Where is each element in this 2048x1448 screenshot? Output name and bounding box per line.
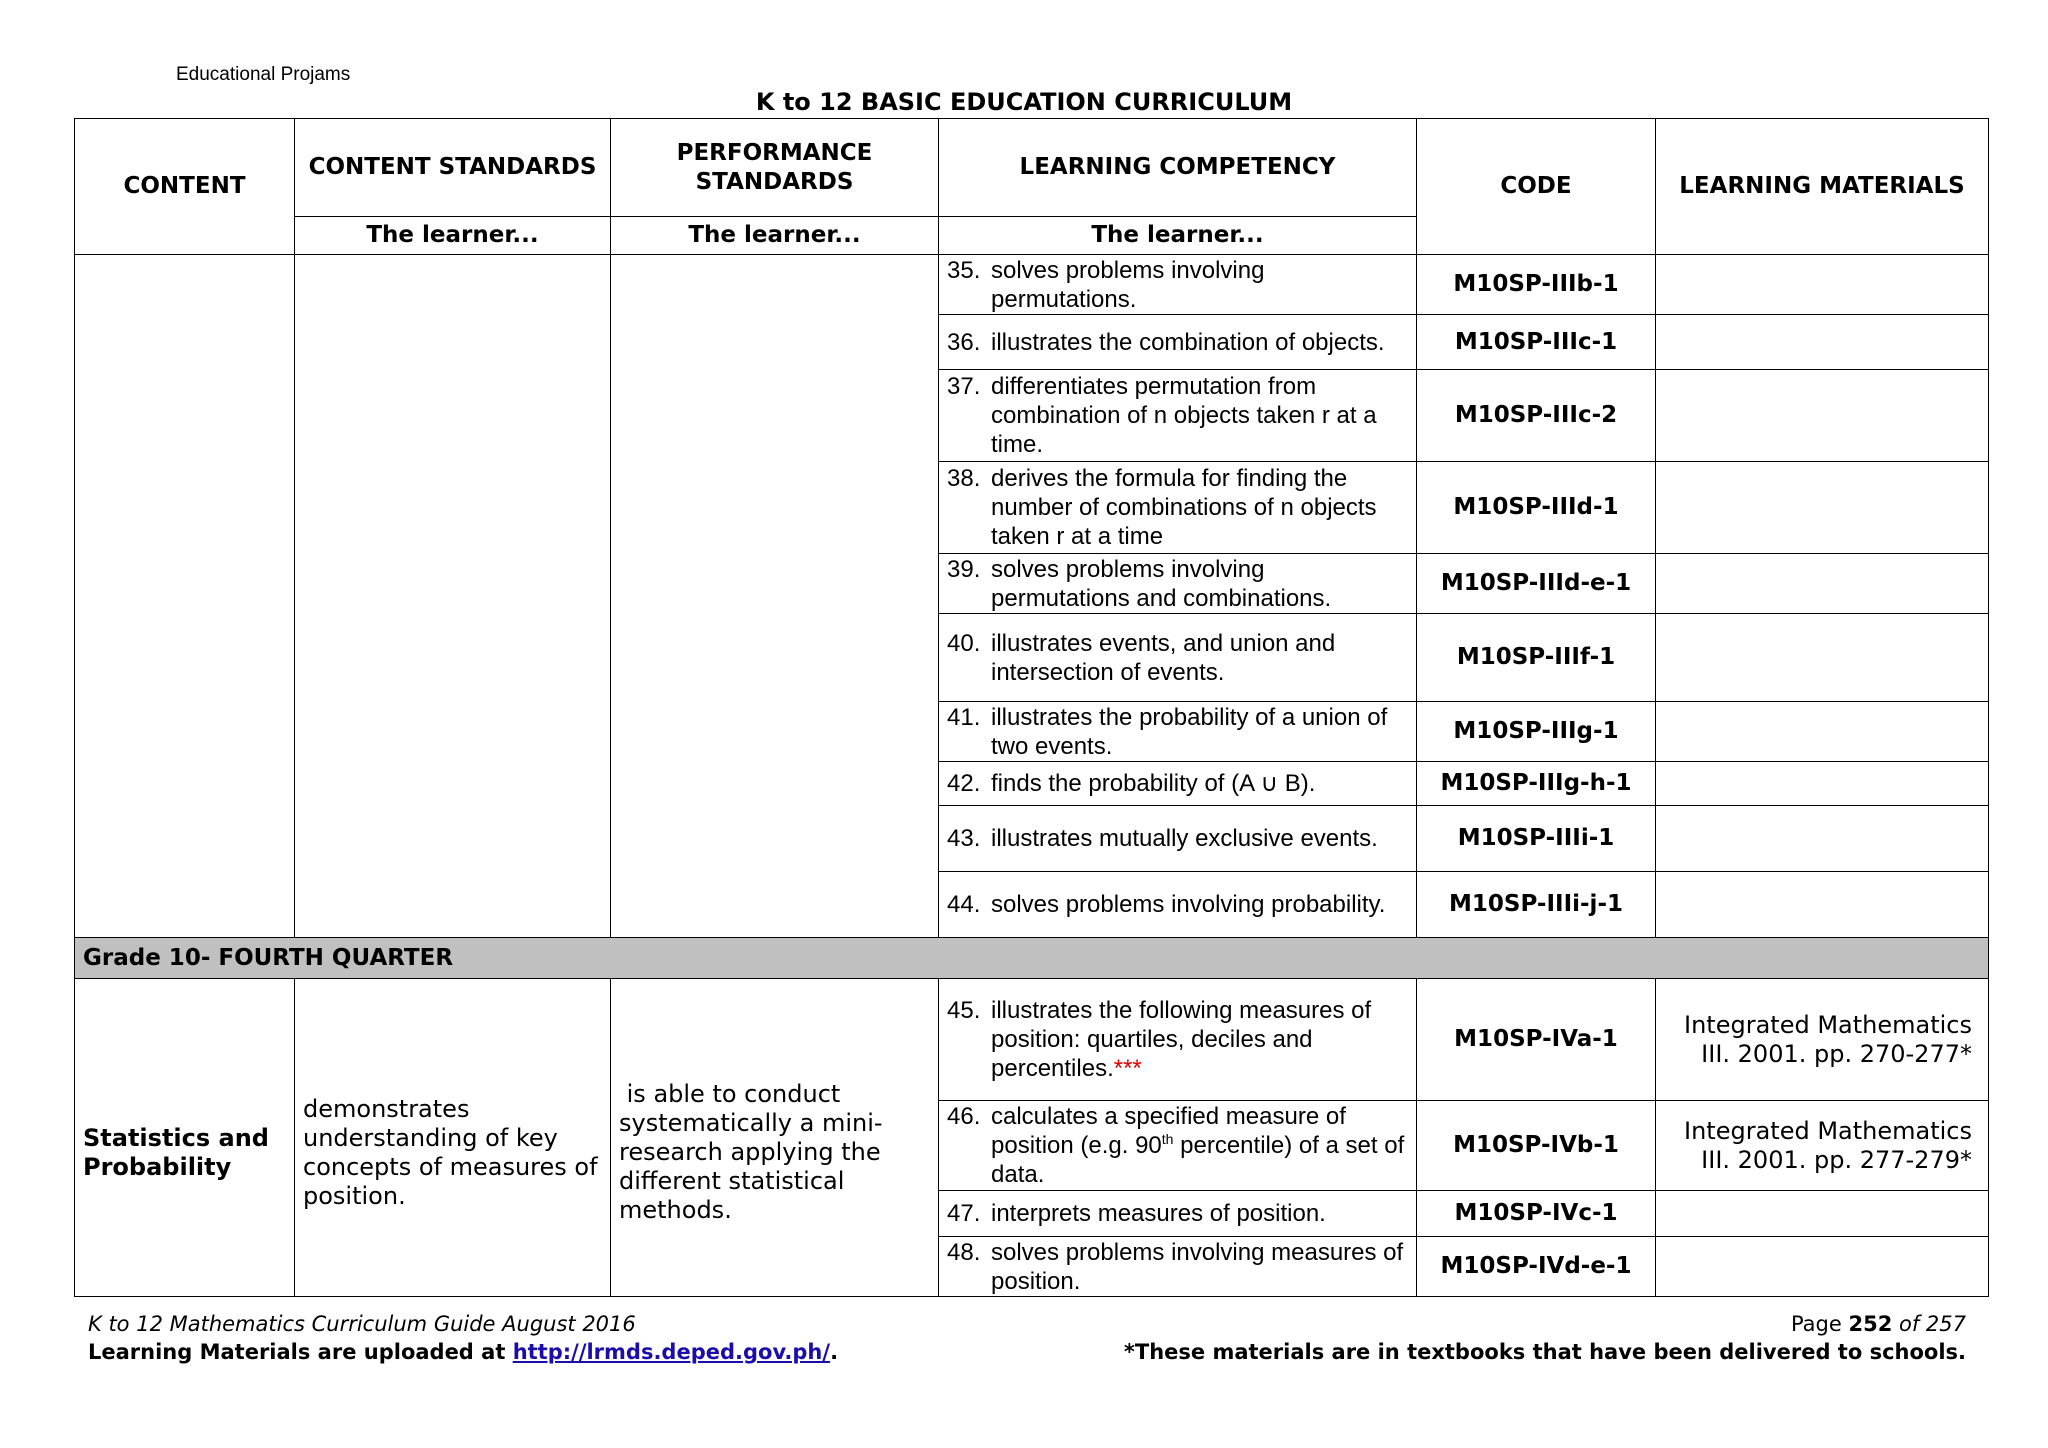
- footer-lm-suffix: .: [830, 1340, 839, 1364]
- competency-cell: [939, 1101, 1417, 1191]
- header-row: [75, 119, 1989, 217]
- competency-text-main: illustrates the following measures of position: quartiles, deciles and percentiles.: [991, 997, 1372, 1082]
- performance-standards-cell-empty: [611, 255, 939, 938]
- subheader-learner: The learner...: [939, 217, 1417, 255]
- quarter-row: [75, 938, 1989, 979]
- materials-cell: [1656, 702, 1989, 762]
- subheader-learner: The learner...: [611, 217, 939, 255]
- competency-number: 47.: [947, 1200, 981, 1227]
- code-cell: M10SP-IIIi-1: [1417, 806, 1656, 872]
- content-standards-cell-empty: [295, 255, 611, 938]
- footer-note: *These materials are in textbooks that have been delivered to schools.: [1123, 1340, 1966, 1364]
- header-learning-materials: LEARNING MATERIALS: [1656, 119, 1989, 255]
- competency-number: 43.: [947, 825, 981, 852]
- content-cell-empty: [75, 255, 295, 938]
- curriculum-table: [74, 118, 1989, 1297]
- competency-text-a: calculates a specified measure of position (e.g. 90: [991, 1103, 1346, 1159]
- code-cell: M10SP-IIId-1: [1417, 462, 1656, 554]
- competency-text: illustrates the combination of objects.: [991, 328, 1385, 356]
- performance-standard-cell: is able to conduct systematically a mini-research applying the different statistical methods.: [611, 979, 939, 1297]
- code-cell: M10SP-IIIc-2: [1417, 370, 1656, 462]
- materials-cell: [1656, 315, 1989, 370]
- materials-cell: [1656, 462, 1989, 554]
- code-cell: M10SP-IVa-1: [1417, 979, 1656, 1101]
- footer-guide: K to 12 Mathematics Curriculum Guide August 2016: [88, 1312, 636, 1336]
- table-row: [75, 979, 1989, 1101]
- materials-cell: [1656, 614, 1989, 702]
- header-performance-standards: PERFORMANCE STANDARDS: [611, 119, 939, 217]
- footer-lm-prefix: Learning Materials are uploaded at: [88, 1340, 513, 1364]
- competency-number: 48.: [947, 1238, 981, 1266]
- materials-cell: [1656, 554, 1989, 614]
- quarter-label: Grade 10- FOURTH QUARTER: [75, 938, 1989, 979]
- competency-text: solves problems involving permutations.: [991, 256, 1265, 313]
- competency-text: illustrates events, and union and intersection of events.: [991, 629, 1336, 686]
- competency-text: finds the probability of (A ∪ B).: [991, 770, 1316, 797]
- materials-cell: [1656, 370, 1989, 462]
- materials-cell: [1656, 1191, 1989, 1237]
- competency-cell: [939, 462, 1417, 554]
- page-number: [1791, 1312, 1966, 1336]
- page-prefix: Page: [1790, 1312, 1849, 1336]
- competency-text: illustrates mutually exclusive events.: [991, 825, 1378, 852]
- competency-text: solves problems involving measures of position.: [991, 1238, 1404, 1295]
- competency-text: [991, 996, 1408, 1083]
- content-cell: Statistics and Probability: [75, 979, 295, 1297]
- competency-number: 38.: [947, 465, 981, 492]
- competency-cell: [939, 315, 1417, 370]
- competency-cell: [939, 554, 1417, 614]
- materials-cell: Integrated Mathematics III. 2001. pp. 277-279*: [1656, 1101, 1989, 1191]
- lrmds-link[interactable]: http://lrmds.deped.gov.ph/: [512, 1340, 831, 1364]
- competency-number: 35.: [947, 256, 981, 284]
- content-standard-cell: demonstrates understanding of key concepts of measures of position.: [295, 979, 611, 1297]
- code-cell: M10SP-IIIg-1: [1417, 702, 1656, 762]
- code-cell: M10SP-IIIc-1: [1417, 315, 1656, 370]
- competency-number: 39.: [947, 555, 981, 583]
- materials-cell: [1656, 806, 1989, 872]
- competency-text: differentiates permutation from combination of n objects taken r at a time.: [991, 373, 1377, 458]
- superscript: th: [1161, 1131, 1174, 1147]
- competency-cell: [939, 702, 1417, 762]
- competency-text: derives the formula for finding the number of combinations of n objects taken r at a time: [991, 465, 1377, 550]
- competency-cell: [939, 979, 1417, 1101]
- competency-text: solves problems involving permutations and combinations.: [991, 555, 1332, 612]
- competency-text: [991, 1102, 1408, 1189]
- competency-number: 42.: [947, 770, 981, 797]
- footer-learning-materials: [88, 1340, 838, 1364]
- competency-cell: [939, 806, 1417, 872]
- header-learning-competency: LEARNING COMPETENCY: [939, 119, 1417, 217]
- table-row: [75, 255, 1989, 315]
- materials-cell: Integrated Mathematics III. 2001. pp. 270-277*: [1656, 979, 1989, 1101]
- competency-text-b: percentile) of a set of data.: [991, 1132, 1405, 1188]
- competency-text: solves problems involving probability.: [991, 891, 1386, 918]
- competency-number: 37.: [947, 373, 981, 400]
- competency-text: illustrates the probability of a union of two events.: [991, 703, 1388, 760]
- code-cell: M10SP-IVc-1: [1417, 1191, 1656, 1237]
- materials-cell: [1656, 255, 1989, 315]
- competency-number: 44.: [947, 891, 981, 918]
- competency-number: 40.: [947, 629, 981, 657]
- competency-cell: [939, 614, 1417, 702]
- materials-cell: [1656, 1237, 1989, 1297]
- competency-cell: [939, 1191, 1417, 1237]
- watermark-text: Educational Projams: [176, 64, 351, 85]
- competency-mark: ***: [1113, 1055, 1142, 1082]
- competency-cell: [939, 255, 1417, 315]
- competency-cell: [939, 370, 1417, 462]
- competency-number: 45.: [947, 997, 981, 1024]
- competency-number: 46.: [947, 1103, 981, 1130]
- code-cell: M10SP-IIIb-1: [1417, 255, 1656, 315]
- header-code: CODE: [1417, 119, 1656, 255]
- header-content: CONTENT: [75, 119, 295, 255]
- materials-cell: [1656, 872, 1989, 938]
- competency-number: 41.: [947, 703, 981, 731]
- subheader-learner: The learner...: [295, 217, 611, 255]
- code-cell: M10SP-IIId-e-1: [1417, 554, 1656, 614]
- code-cell: M10SP-IVd-e-1: [1417, 1237, 1656, 1297]
- code-cell: M10SP-IIIi-j-1: [1417, 872, 1656, 938]
- page-title: K to 12 BASIC EDUCATION CURRICULUM: [755, 88, 1293, 116]
- code-cell: M10SP-IIIf-1: [1417, 614, 1656, 702]
- competency-cell: [939, 872, 1417, 938]
- header-content-standards: CONTENT STANDARDS: [295, 119, 611, 217]
- code-cell: M10SP-IVb-1: [1417, 1101, 1656, 1191]
- code-cell: M10SP-IIIg-h-1: [1417, 762, 1656, 806]
- page-current: 252: [1848, 1312, 1893, 1336]
- page-total: of 257: [1892, 1312, 1966, 1336]
- competency-cell: [939, 1237, 1417, 1297]
- competency-number: 36.: [947, 328, 981, 356]
- materials-cell: [1656, 762, 1989, 806]
- competency-cell: [939, 762, 1417, 806]
- competency-text: interprets measures of position.: [991, 1200, 1326, 1227]
